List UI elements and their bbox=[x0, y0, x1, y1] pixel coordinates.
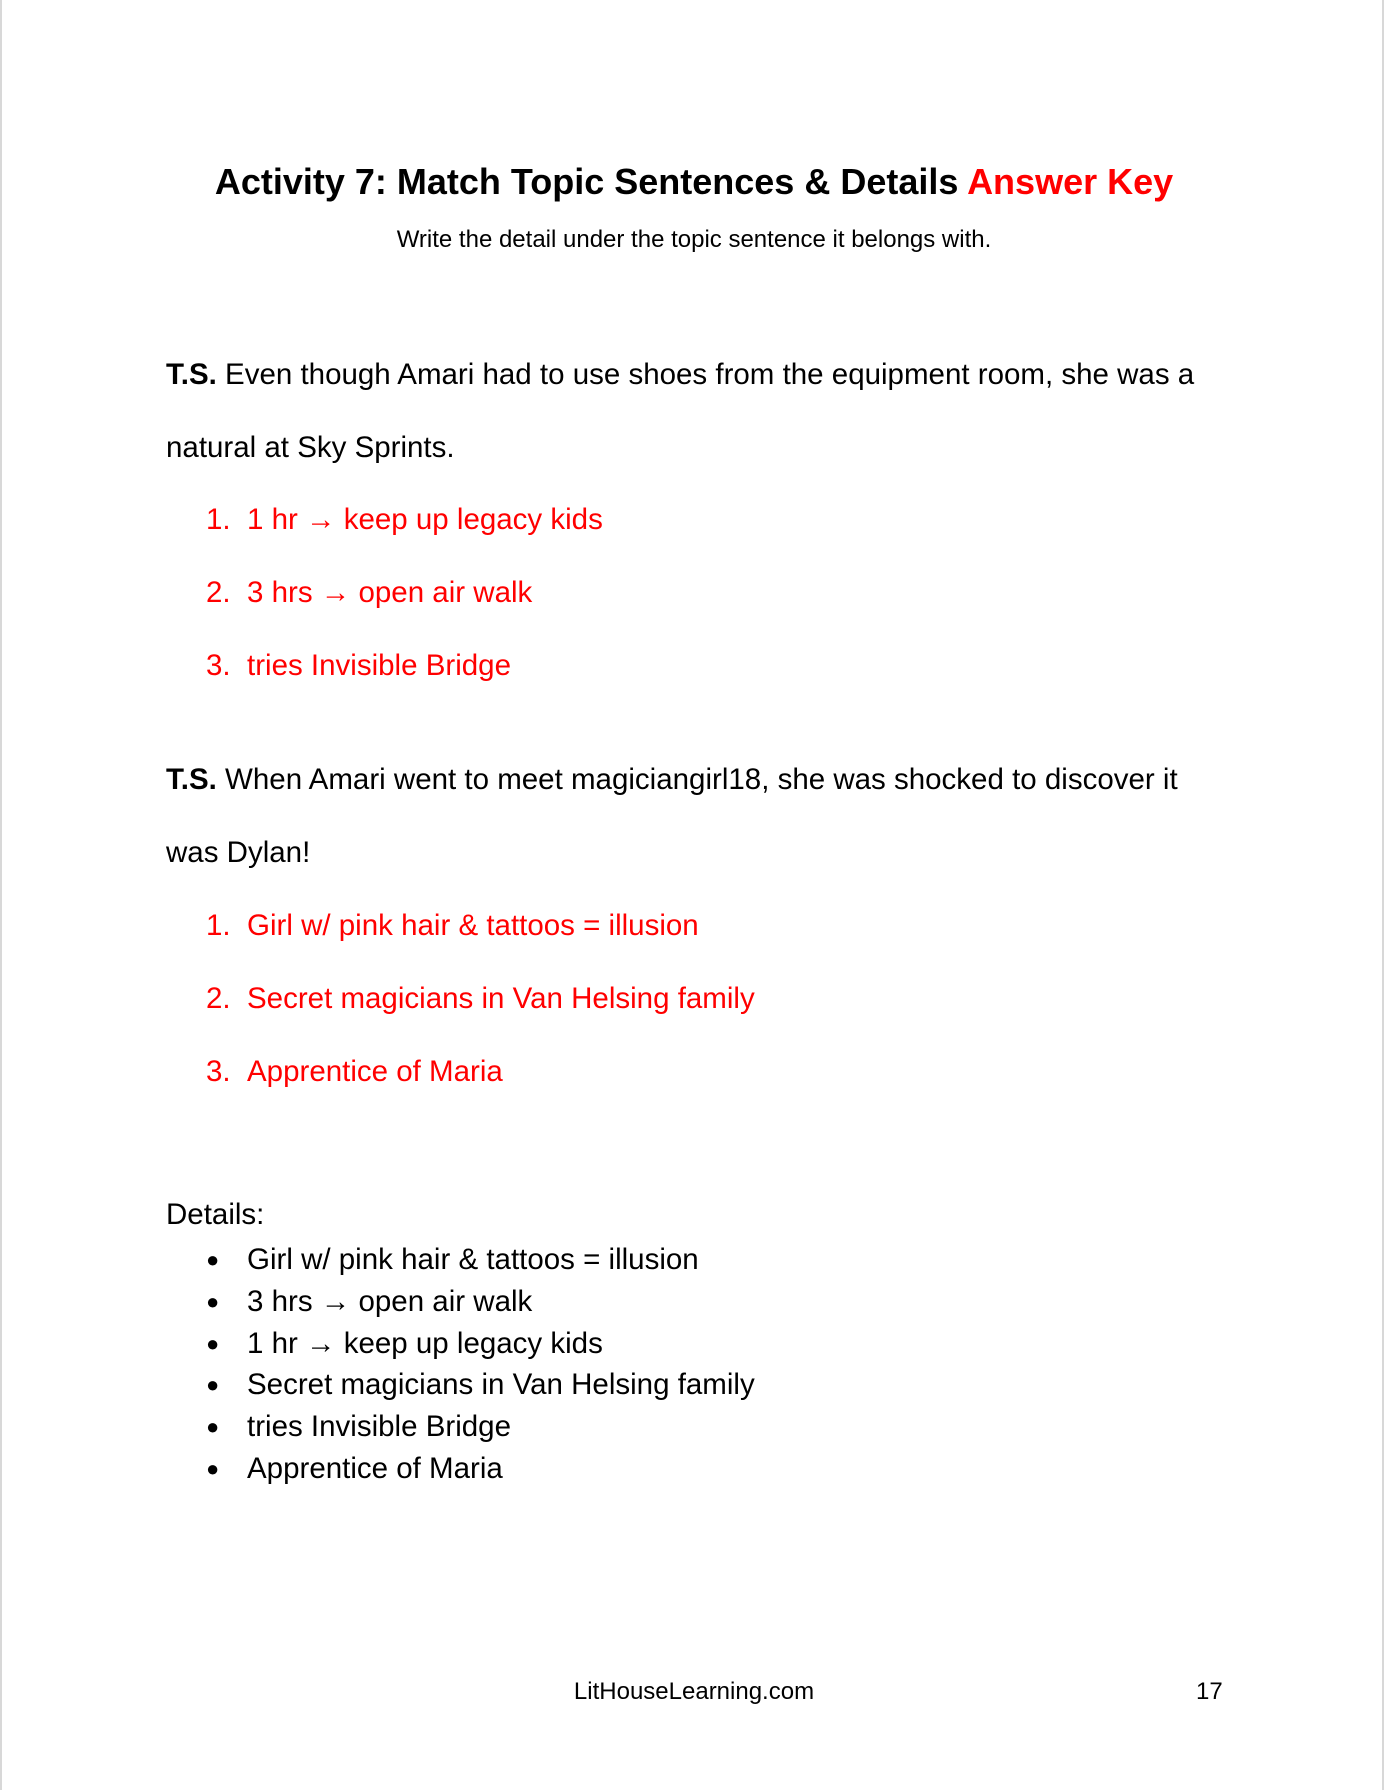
detail-item bbox=[206, 1448, 755, 1490]
answer-text: 3 hrs → open air walk bbox=[247, 576, 533, 609]
bullet-icon: ● bbox=[206, 1330, 220, 1356]
topic-sentence-1 bbox=[166, 338, 1226, 484]
answer-number: 1. bbox=[206, 503, 231, 536]
detail-text: Girl w/ pink hair & tattoos = illusion bbox=[247, 1243, 699, 1276]
detail-item bbox=[206, 1323, 755, 1365]
detail-item bbox=[206, 1364, 755, 1406]
answer-item bbox=[206, 962, 755, 1035]
topic-sentence-2 bbox=[166, 743, 1226, 889]
detail-text: 3 hrs → open air walk bbox=[247, 1284, 533, 1318]
answer-number: 2. bbox=[206, 982, 231, 1015]
detail-text: Secret magicians in Van Helsing family bbox=[247, 1368, 755, 1402]
answer-text: Secret magicians in Van Helsing family bbox=[247, 982, 755, 1015]
answer-item bbox=[206, 1035, 755, 1108]
title-answer-key: Answer Key bbox=[967, 161, 1174, 202]
answer-item bbox=[206, 889, 755, 962]
topic-sentence-label: T.S. bbox=[166, 358, 217, 391]
answer-number: 2. bbox=[206, 576, 231, 609]
detail-text: Apprentice of Maria bbox=[247, 1451, 503, 1485]
bullet-icon: ● bbox=[206, 1288, 220, 1314]
topic-sentence-label: T.S. bbox=[166, 763, 217, 796]
detail-item bbox=[206, 1281, 755, 1323]
page-title bbox=[2, 160, 1384, 204]
topic-sentence-text: When Amari went to meet magiciangirl18, she was shocked to discover it was Dylan! bbox=[166, 763, 1178, 869]
answer-number: 3. bbox=[206, 1055, 231, 1088]
answer-text: Girl w/ pink hair & tattoos = illusion bbox=[247, 909, 699, 942]
answer-item bbox=[206, 556, 603, 629]
detail-item bbox=[206, 1239, 755, 1281]
title-main: Activity 7: Match Topic Sentences & Details bbox=[214, 161, 959, 202]
answer-text: tries Invisible Bridge bbox=[247, 649, 511, 682]
detail-text: tries Invisible Bridge bbox=[247, 1410, 511, 1444]
instructions: Write the detail under the topic sentence it belongs with. bbox=[396, 226, 992, 253]
answer-list-2 bbox=[206, 889, 755, 1108]
bullet-icon: ● bbox=[206, 1414, 220, 1440]
bullet-icon: ● bbox=[206, 1372, 220, 1398]
details-heading: Details: bbox=[166, 1198, 265, 1231]
footer-website: LitHouseLearning.com bbox=[573, 1678, 815, 1705]
answer-list-1 bbox=[206, 483, 603, 702]
page-number: 17 bbox=[1196, 1678, 1223, 1705]
answer-number: 3. bbox=[206, 649, 231, 682]
answer-text: 1 hr → keep up legacy kids bbox=[247, 503, 603, 536]
detail-text: 1 hr → keep up legacy kids bbox=[247, 1326, 603, 1360]
topic-sentence-text: Even though Amari had to use shoes from the equipment room, she was a natural at Sky Sprints. bbox=[166, 358, 1195, 464]
answer-item bbox=[206, 629, 603, 702]
answer-item bbox=[206, 483, 603, 556]
details-list bbox=[206, 1239, 755, 1490]
detail-item bbox=[206, 1406, 755, 1448]
answer-text: Apprentice of Maria bbox=[247, 1055, 503, 1088]
bullet-icon: ● bbox=[206, 1247, 220, 1272]
answer-number: 1. bbox=[206, 909, 231, 942]
bullet-icon: ● bbox=[206, 1455, 220, 1481]
